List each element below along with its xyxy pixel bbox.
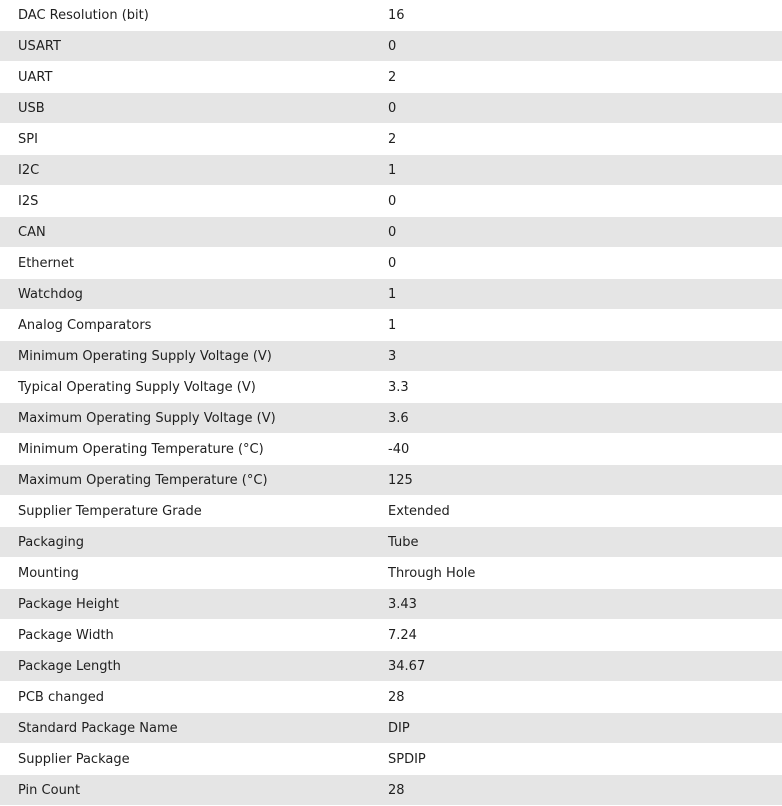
spec-value: DIP	[388, 720, 410, 736]
spec-label: Mounting	[18, 565, 79, 581]
spec-value: 28	[388, 782, 405, 798]
spec-label: Minimum Operating Temperature (°C)	[18, 441, 264, 457]
spec-row	[0, 341, 782, 372]
spec-row	[0, 403, 782, 434]
spec-label: UART	[18, 69, 53, 85]
spec-row	[0, 124, 782, 155]
spec-value: 3	[388, 348, 397, 364]
spec-row	[0, 217, 782, 248]
spec-label: Watchdog	[18, 286, 83, 302]
spec-value: SPDIP	[388, 751, 426, 767]
spec-label: Supplier Temperature Grade	[18, 503, 202, 519]
spec-row	[0, 465, 782, 496]
spec-label: Ethernet	[18, 255, 74, 271]
spec-value: 1	[388, 286, 397, 302]
spec-value: 0	[388, 255, 397, 271]
spec-value: Extended	[388, 503, 450, 519]
spec-value: 16	[388, 7, 405, 23]
spec-label: Maximum Operating Supply Voltage (V)	[18, 410, 276, 426]
spec-row	[0, 589, 782, 620]
spec-row	[0, 248, 782, 279]
spec-row	[0, 31, 782, 62]
spec-row	[0, 775, 782, 806]
spec-value: 7.24	[388, 627, 417, 643]
spec-label: SPI	[18, 131, 38, 147]
spec-value: 0	[388, 224, 397, 240]
spec-label: Maximum Operating Temperature (°C)	[18, 472, 268, 488]
spec-row	[0, 310, 782, 341]
spec-label: I2S	[18, 193, 39, 209]
spec-label: Minimum Operating Supply Voltage (V)	[18, 348, 272, 364]
spec-value: 1	[388, 162, 397, 178]
spec-label: I2C	[18, 162, 40, 178]
spec-row	[0, 62, 782, 93]
spec-value: 34.67	[388, 658, 426, 674]
spec-label: Supplier Package	[18, 751, 130, 767]
spec-value: 1	[388, 317, 397, 333]
spec-row	[0, 186, 782, 217]
spec-value: Tube	[388, 534, 419, 550]
spec-label: Analog Comparators	[18, 317, 152, 333]
spec-label: Typical Operating Supply Voltage (V)	[18, 379, 256, 395]
spec-row	[0, 744, 782, 775]
spec-row	[0, 279, 782, 310]
spec-row	[0, 434, 782, 465]
spec-row	[0, 496, 782, 527]
spec-row	[0, 558, 782, 589]
spec-value: 2	[388, 69, 397, 85]
spec-row	[0, 651, 782, 682]
spec-label: Package Height	[18, 596, 119, 612]
spec-row	[0, 93, 782, 124]
spec-value: Through Hole	[388, 565, 476, 581]
spec-row	[0, 620, 782, 651]
spec-label: USART	[18, 38, 61, 54]
spec-label: Package Width	[18, 627, 114, 643]
spec-value: 2	[388, 131, 397, 147]
spec-value: 0	[388, 100, 397, 116]
spec-label: DAC Resolution (bit)	[18, 7, 149, 23]
spec-row	[0, 682, 782, 713]
spec-value: 3.3	[388, 379, 409, 395]
spec-value: 28	[388, 689, 405, 705]
spec-row	[0, 155, 782, 186]
spec-value: 0	[388, 38, 397, 54]
spec-row	[0, 713, 782, 744]
spec-label: USB	[18, 100, 45, 116]
spec-label: CAN	[18, 224, 46, 240]
spec-value: 125	[388, 472, 413, 488]
spec-value: 0	[388, 193, 397, 209]
spec-row	[0, 372, 782, 403]
spec-value: -40	[388, 441, 410, 457]
spec-value: 3.43	[388, 596, 417, 612]
spec-row	[0, 0, 782, 31]
spec-label: Pin Count	[18, 782, 81, 798]
spec-row	[0, 527, 782, 558]
spec-label: PCB changed	[18, 689, 105, 705]
spec-value: 3.6	[388, 410, 409, 426]
spec-label: Packaging	[18, 534, 84, 550]
spec-label: Package Length	[18, 658, 121, 674]
spec-label: Standard Package Name	[18, 720, 178, 736]
